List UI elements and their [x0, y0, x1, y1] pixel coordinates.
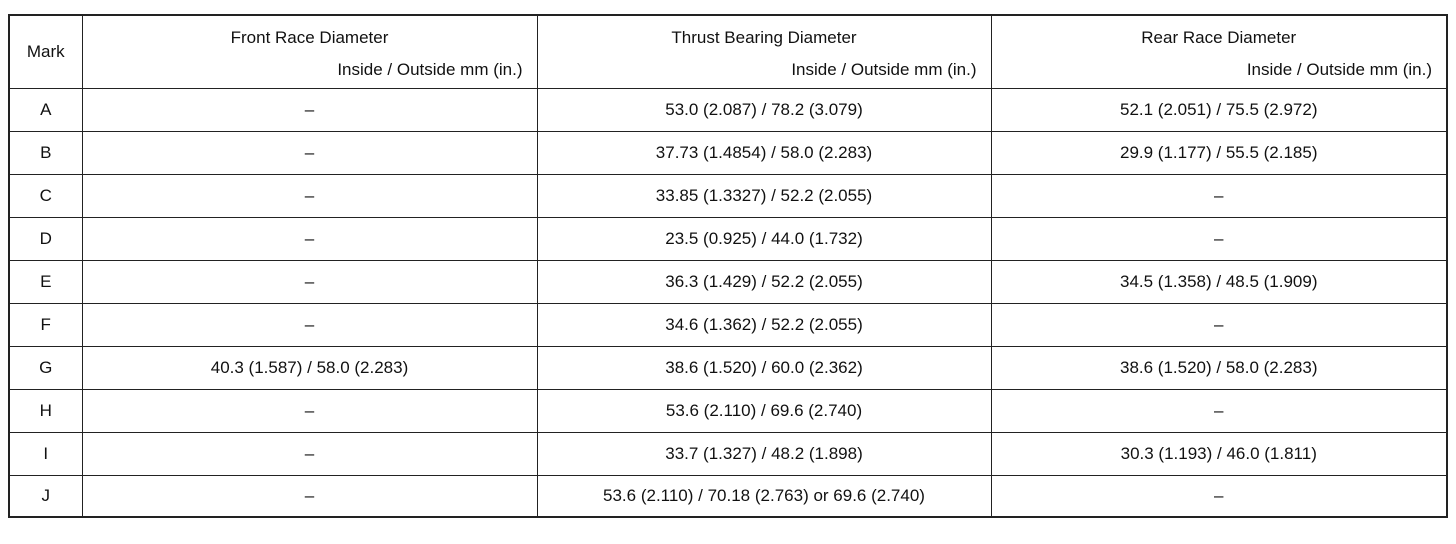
cell-thrust-bearing: 34.6 (1.362) / 52.2 (2.055): [537, 304, 991, 347]
table-body: [9, 89, 1447, 518]
cell-mark: D: [9, 218, 82, 261]
cell-front-race: –: [82, 175, 537, 218]
table-row: [9, 89, 1447, 132]
header-rear-race: [991, 15, 1447, 89]
cell-mark: C: [9, 175, 82, 218]
cell-mark: J: [9, 476, 82, 518]
cell-front-race: –: [82, 390, 537, 433]
cell-thrust-bearing: 53.0 (2.087) / 78.2 (3.079): [537, 89, 991, 132]
table-row: [9, 132, 1447, 175]
cell-rear-race: –: [991, 218, 1447, 261]
table-header: [9, 15, 1447, 89]
cell-rear-race: –: [991, 390, 1447, 433]
table-row: [9, 218, 1447, 261]
cell-thrust-bearing: 38.6 (1.520) / 60.0 (2.362): [537, 347, 991, 390]
bearing-spec-table: [8, 14, 1448, 518]
table-row: [9, 175, 1447, 218]
cell-mark: G: [9, 347, 82, 390]
cell-front-race: –: [82, 433, 537, 476]
rear-race-units: Inside / Outside mm (in.): [1246, 60, 1432, 79]
cell-rear-race: –: [991, 304, 1447, 347]
cell-front-race: –: [82, 132, 537, 175]
cell-rear-race: –: [991, 175, 1447, 218]
cell-thrust-bearing: 33.85 (1.3327) / 52.2 (2.055): [537, 175, 991, 218]
cell-rear-race: 52.1 (2.051) / 75.5 (2.972): [991, 89, 1447, 132]
cell-mark: A: [9, 89, 82, 132]
cell-mark: F: [9, 304, 82, 347]
cell-thrust-bearing: 23.5 (0.925) / 44.0 (1.732): [537, 218, 991, 261]
cell-mark: H: [9, 390, 82, 433]
cell-mark: B: [9, 132, 82, 175]
cell-front-race: –: [82, 304, 537, 347]
cell-thrust-bearing: 37.73 (1.4854) / 58.0 (2.283): [537, 132, 991, 175]
cell-front-race: –: [82, 261, 537, 304]
cell-thrust-bearing: 33.7 (1.327) / 48.2 (1.898): [537, 433, 991, 476]
cell-rear-race: 30.3 (1.193) / 46.0 (1.811): [991, 433, 1447, 476]
table-row: [9, 261, 1447, 304]
table-row: [9, 433, 1447, 476]
cell-mark: E: [9, 261, 82, 304]
cell-rear-race: –: [991, 476, 1447, 518]
cell-front-race: –: [82, 476, 537, 518]
cell-rear-race: 29.9 (1.177) / 55.5 (2.185): [991, 132, 1447, 175]
table-row: [9, 347, 1447, 390]
header-mark: Mark: [9, 15, 82, 89]
table-row: [9, 304, 1447, 347]
cell-thrust-bearing: 36.3 (1.429) / 52.2 (2.055): [537, 261, 991, 304]
cell-rear-race: 34.5 (1.358) / 48.5 (1.909): [991, 261, 1447, 304]
rear-race-title: Rear Race Diameter: [1141, 28, 1297, 47]
cell-rear-race: 38.6 (1.520) / 58.0 (2.283): [991, 347, 1447, 390]
table-row: [9, 476, 1447, 518]
front-race-title: Front Race Diameter: [230, 28, 389, 47]
header-front-race: [82, 15, 537, 89]
front-race-units: Inside / Outside mm (in.): [337, 60, 523, 79]
cell-front-race: 40.3 (1.587) / 58.0 (2.283): [82, 347, 537, 390]
thrust-bearing-title: Thrust Bearing Diameter: [671, 28, 857, 47]
cell-front-race: –: [82, 89, 537, 132]
header-thrust-bearing: [537, 15, 991, 89]
cell-thrust-bearing: 53.6 (2.110) / 70.18 (2.763) or 69.6 (2.740): [537, 476, 991, 518]
cell-thrust-bearing: 53.6 (2.110) / 69.6 (2.740): [537, 390, 991, 433]
cell-front-race: –: [82, 218, 537, 261]
cell-mark: I: [9, 433, 82, 476]
table-row: [9, 390, 1447, 433]
thrust-bearing-units: Inside / Outside mm (in.): [791, 60, 977, 79]
